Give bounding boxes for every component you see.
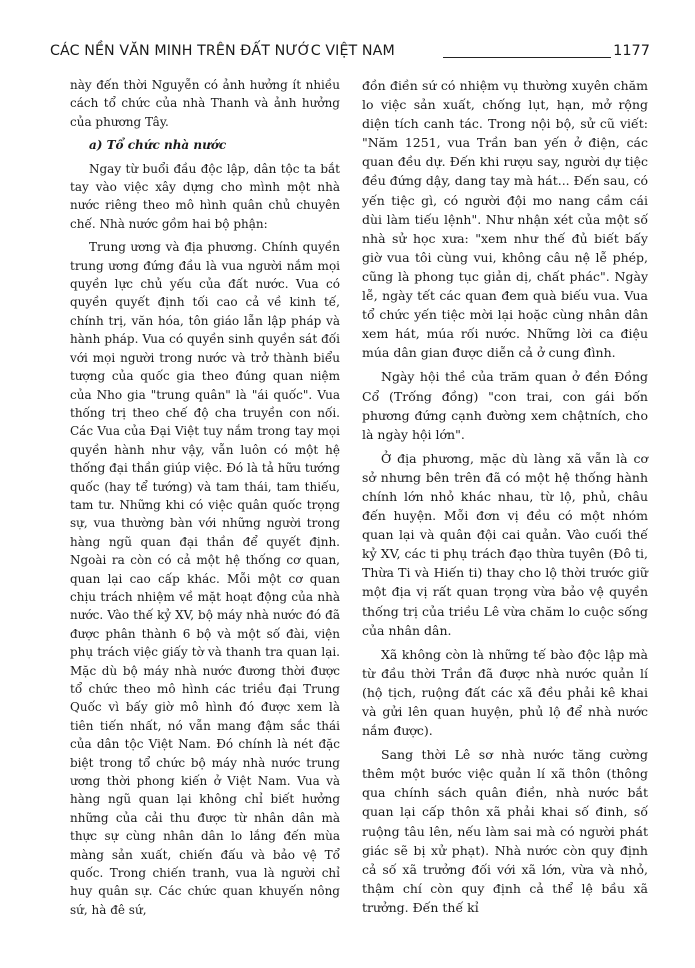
paragraph: Sang thời Lê sơ nhà nước tăng cường thêm một bước việc quản lí xã thôn (thông qua chính sách quân điền, nhà nước bắt quan lại cấp thôn xã phải khai số đinh, số ruộng tâu lên, nếu làm sai mà có người phát giác sẽ bị xử phạt). Nhà nước còn quy định cả số xã trưởng đối với xã lớn, vừa và nhỏ, thậm chí còn quy định cả thể lệ bầu xã trưởng. Đến thế kỉ [362,747,648,915]
page-number: 1177 [613,43,650,59]
paragraph: đồn điền sứ có nhiệm vụ thường xuyên chăm lo việc sản xuất, chống lụt, hạn, mở rộng diện tích canh tác. Trong nội bộ, sử cũ viết: "Năm 1251, vua Trần ban yến ở điện, các quan đều dự. Đến khi rượu say, người dự tiệc đều đứng dậy, dang tay mà hát... Đến sau, có yến tiệc gì, có người đội mo nang cầm cái dùi làm tiếu lệnh". Như nhận xét của một số nhà sử học xưa: "xem như thế đủ biết bấy giờ vua tôi cùng vui, không câu nệ lễ phép, cũng là phong tục giản dị, chất phác". Ngày lễ, ngày tết các quan đem quà biếu vua. Vua tổ chức yến tiệc mời lại hoặc cùng nhân dân xem hát, múa rối nước. Những lời ca điệu múa dân gian được diễn cả ở cung đình. [362,78,648,361]
running-header [50,40,650,64]
section-heading: a) Tổ chức nhà nước [89,138,227,153]
paragraph: Ngay từ buổi đầu độc lập, dân tộc ta bắt tay vào việc xây dựng cho mình một nhà nước riêng theo mô hình quân chủ chuyên chế. Nhà nước gồm hai bộ phận: [70,161,340,231]
paragraph: Ngày hội thề của trăm quan ở đền Đồng Cổ (Trống đồng) "con trai, con gái bốn phương đứng cạnh đường xem chậtních, cho là ngày hội lớn". [362,369,648,442]
header-rule [443,57,611,58]
paragraph: Trung ương và địa phương. Chính quyền trung ương đứng đầu là vua người nắm mọi quyền lực chủ yếu của đất nước. Vua có quyền quyết định tối cao cả về kinh tế, chính trị, văn hóa, tôn giáo lẫn lập pháp và hành pháp. Vua có quyền sinh quyền sát đối với mọi người trong nước và trở thành biểu tượng của quốc gia theo đúng quan niệm của Nho gia "trung quân" là "ái quốc". Vua thống trị theo chế độ cha truyền con nối. Các Vua của Đại Việt tuy nắm trong tay mọi quyền hành như vậy, vẫn luôn có một hệ thống đại thần giúp việc. Đó là tả hữu tướng quốc (hay tể tướng) và tam thái, tam thiếu, tam tư. Những khi có việc quân quốc trọng sự, vua thường bàn với những người trong hàng ngũ quan đại thần để quyết định. Ngoài ra còn có cả một hệ thống cơ quan, quan lại cao cấp khác. Mỗi một cơ quan chịu trách nhiệm về mặt hoạt động của nhà nước. Vào thế kỷ XV, bộ máy nhà nước đó đã được phân thành 6 bộ và một số đài, viện phụ trách việc giấy tờ và thanh tra quan lại. Mặc dù bộ máy nhà nước đương thời được tổ chức theo mô hình các triều đại Trung Quốc vì bấy giờ mô hình đó được xem là tiên tiến nhất, nó vẫn mang đậm sắc thái của dân tộc Việt Nam. Đó chính là nét đặc biệt trong tổ chức bộ máy nhà nước trung ương thời phong kiến ở Việt Nam. Vua và hàng ngũ quan lại không chỉ biết hưởng những của cải thu được từ nhân dân mà thực sự cùng nhân dân lo lắng đến mùa màng sản xuất, chiến đấu và bảo vệ Tổ quốc. Trong chiến tranh, vua là người chỉ huy quân sự. Các chức quan khuyến nông sứ, hà đê sứ, [70,240,340,917]
paragraph: Ở địa phương, mặc dù làng xã vẫn là cơ sở nhưng bên trên đã có một hệ thống hành chính lớn nhỏ khác nhau, từ lộ, phủ, châu đến huyện. Mỗi đơn vị đều có một nhóm quan lại và quân đội cai quản. Vào cuối thế kỷ XV, các ti phụ trách đạo thừa tuyên (Đô ti, Thừa Ti và Hiến ti) thay cho lộ thời trước giữ một địa vị rất quan trọng vừa bảo vệ quyền thống trị của triều Lê vừa chăm lo cuộc sống của nhân dân. [362,450,648,638]
right-column [362,76,648,922]
paragraph: này đến thời Nguyễn có ảnh hưởng ít nhiều cách tổ chức của nhà Thanh và ảnh hưởng của phương Tây. [70,78,340,129]
left-column [70,76,340,924]
paragraph: Xã không còn là những tế bào độc lập mà từ đầu thời Trần đã được nhà nước quản lí (hộ tịch, ruộng đất các xã đều phải kê khai và gửi lên quan huyện, phủ lộ để nhà nước nắm được). [362,646,648,739]
header-title: CÁC NỀN VĂN MINH TRÊN ĐẤT NƯỚC VIỆT NAM [50,43,395,59]
